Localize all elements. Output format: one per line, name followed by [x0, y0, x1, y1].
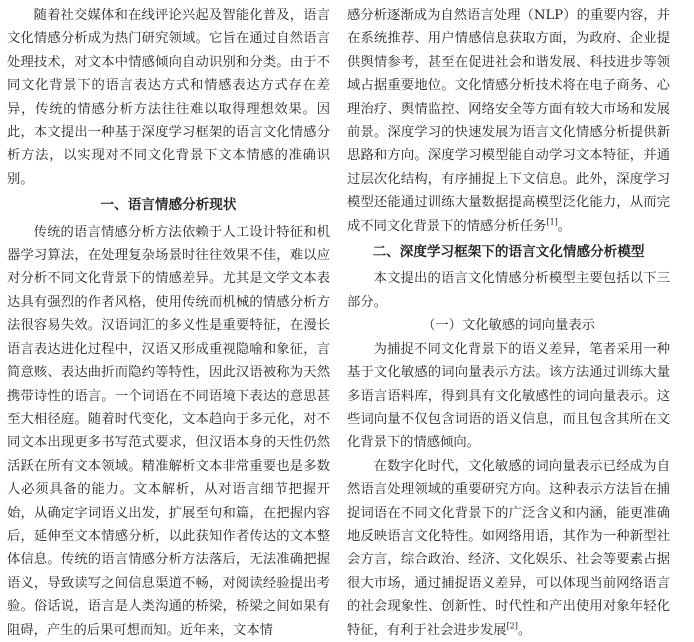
continuation-end: 。: [557, 218, 572, 234]
word-vector-paragraph-2-end: 。: [517, 622, 532, 638]
continuation-paragraph: [347, 4, 670, 238]
model-intro-paragraph: 本文提出的语言文化情感分析模型主要包括以下三部分。: [347, 271, 670, 310]
status-paragraph: 传统的语言情感分析方法依赖于人工设计特征和机器学习算法，在处理复杂场景时往往效果不佳，难以应对分析不同文化背景下的情感差异。尤其是文学文本表达具有强烈的作者风格，使用传统而机械的情感分析方法很容易失效。汉语词汇的多义性是重要特征，在漫长语言表达进化过程中，汉语又形成重视隐喻和象征，言简意赅、表达曲折而隐约等特性，因此汉语被称为天然携带诗性的语言。一个词语在不同语境下表达的意思甚至大相径庭。随着时代变化，文本趋向于多元化，对不同文本出现更多书写范式要求，但汉语本身的天性仍然活跃在所有文本领域。精准解析文本非常重要也是多数人必须具备的能力。文本解析，从对语言细节把握开始，从确定字词语义出发，扩展至句和篇，在把握内容后，延伸至文本情感分析，以此获知作者传达的文本整体信息。传统的语言情感分析方法落后，无法准确把握语义，导致读写之间信息渠道不畅，对阅读经验提出考验。俗话说，语言是人类沟通的桥梁，桥梁之间如果有阻碍，产生的后果可想而知。近年来，文本情: [7, 224, 330, 638]
citation-2: [2]: [506, 621, 518, 631]
intro-paragraph: 随着社交媒体和在线评论兴起及智能化普及，语言文化情感分析成为热门研究领域。它旨在通过自然语言处理技术，对文本中情感倾向自动识别和分类。由于不同文化背景下的语言表达方式和情感表达方式存在差异，传统的情感分析方法往往难以取得理想效果。因此，本文提出一种基于深度学习框架的语言文化情感分析方法，以实现对不同文化背景下文本情感的准确识别。: [7, 8, 330, 187]
word-vector-paragraph-1: 为捕捉不同文化背景下的语义差异，笔者采用一种基于文化敏感的词向量表示方法。该方法通过训练大量多语言语料库，得到具有文化敏感性的词向量表示。这些词向量不仅包含词语的语义信息，而且包含其所在文化背景下的情感倾向。: [347, 341, 670, 451]
left-column: [7, 4, 330, 642]
section-heading-status: 一、语言情感分析现状: [100, 197, 237, 214]
word-vector-paragraph-2: [347, 455, 670, 642]
section-heading-model: 二、深度学习框架下的语言文化情感分析模型: [372, 244, 645, 261]
word-vector-paragraph-2-text: 在数字化时代，文化敏感的词向量表示已经成为自然语言处理领域的重要研究方向。这种表示方法旨在捕捉词语在不同文化背景下的广泛含义和内涵，能更准确地反映语言文化特性。如网络用语，其作为一种新型社会方言，综合政治、经济、文化娱乐、社会等要素占据很大市场，通过捕捉语义差异，可以体现当前网络语言的社会现象性、创新性、时代性和产出使用对象年轻化特征，有利于社会进步发展: [347, 458, 670, 638]
continuation-text: 感分析逐渐成为自然语言处理（NLP）的重要内容，并在系统推荐、用户情感信息获取方面，为政府、企业提供舆情参考，甚至在促进社会和谐发展、科技进步等领域占据重要地位。文化情感分析技术将在电子商务、心理治疗、舆情监控、网络安全等方面有较大市场和发展前景。深度学习的快速发展为语言文化情感分析提供新思路和方向。深度学习模型能自动学习文本特征，并通过层次化结构，有序捕捉上下文信息。此外，深度学习模型还能通过训练大量数据提高模型泛化能力，从而完成不同文化背景下的情感分析任务: [347, 8, 670, 234]
citation-1: [1]: [546, 217, 558, 227]
right-column: [347, 4, 670, 642]
subsection-heading-word-vector: （一）文化敏感的词向量表示: [422, 318, 595, 334]
